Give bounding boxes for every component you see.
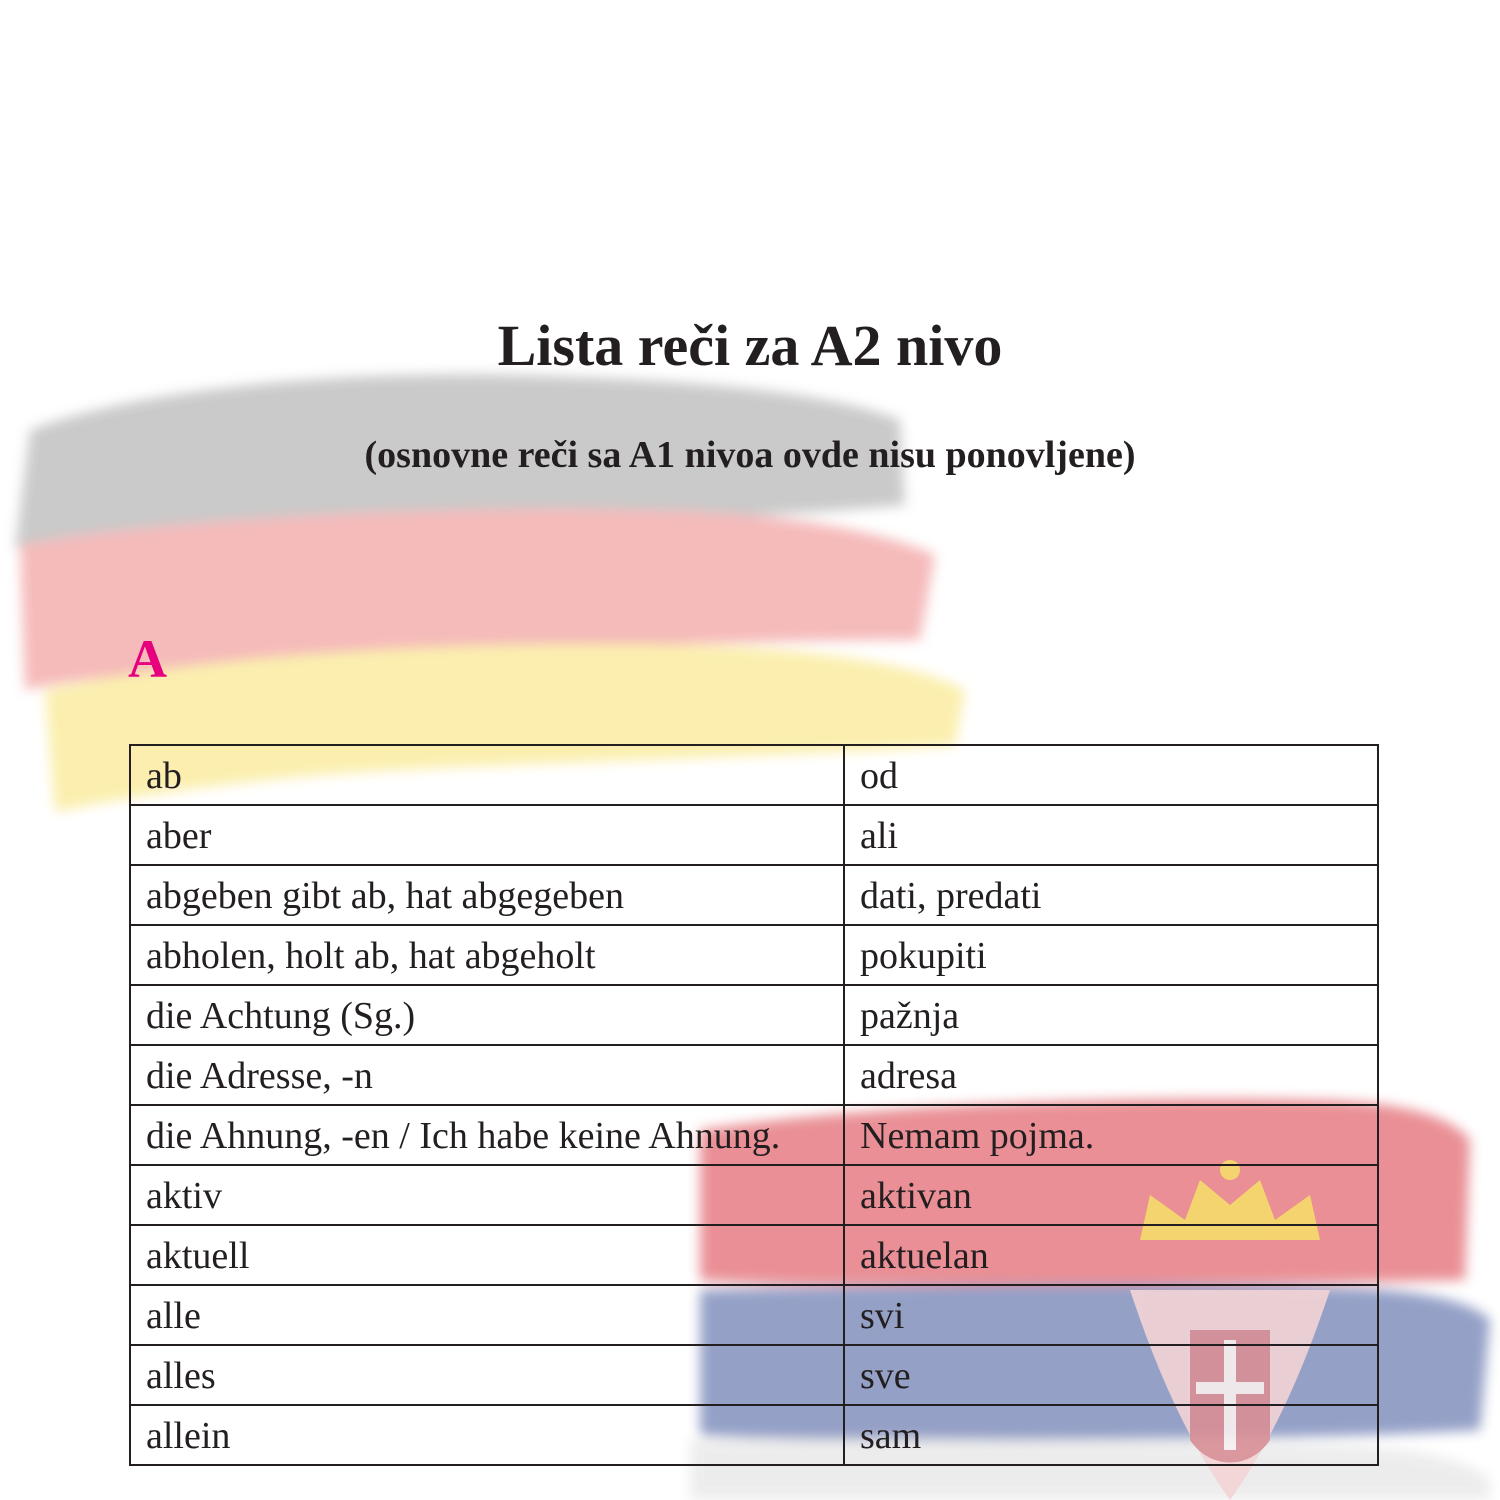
section-letter: A (128, 629, 167, 689)
serbian-translation-cell: sam (844, 1405, 1378, 1465)
table-row (130, 1345, 1378, 1405)
table-row (130, 1405, 1378, 1465)
serbian-translation-cell: pokupiti (844, 925, 1378, 985)
table-row (130, 925, 1378, 985)
table-row (130, 1105, 1378, 1165)
table-row (130, 1045, 1378, 1105)
german-word-cell: die Achtung (Sg.) (130, 985, 844, 1045)
page-subtitle: (osnovne reči sa A1 nivoa ovde nisu ponovljene) (364, 434, 1136, 476)
german-word-cell: abholen, holt ab, hat abgeholt (130, 925, 844, 985)
serbian-translation-cell: Nemam pojma. (844, 1105, 1378, 1165)
german-word-cell: alles (130, 1345, 844, 1405)
serbian-translation-cell: adresa (844, 1045, 1378, 1105)
serbian-translation-cell: aktuelan (844, 1225, 1378, 1285)
serbian-translation-cell: pažnja (844, 985, 1378, 1045)
german-word-cell: aktiv (130, 1165, 844, 1225)
serbian-translation-cell: aktivan (844, 1165, 1378, 1225)
serbian-translation-cell: ali (844, 805, 1378, 865)
german-word-cell: allein (130, 1405, 844, 1465)
table-row (130, 1165, 1378, 1225)
german-word-cell: abgeben gibt ab, hat abgegeben (130, 865, 844, 925)
page-title: Lista reči za A2 nivo (497, 313, 1003, 378)
serbian-translation-cell: dati, predati (844, 865, 1378, 925)
vocabulary-table (129, 744, 1379, 1466)
german-word-cell: die Ahnung, -en / Ich habe keine Ahnung. (130, 1105, 844, 1165)
table-row (130, 1285, 1378, 1345)
german-word-cell: alle (130, 1285, 844, 1345)
german-word-cell: die Adresse, -n (130, 1045, 844, 1105)
serbian-translation-cell: od (844, 745, 1378, 805)
serbian-translation-cell: svi (844, 1285, 1378, 1345)
table-row (130, 1225, 1378, 1285)
serbian-translation-cell: sve (844, 1345, 1378, 1405)
german-word-cell: ab (130, 745, 844, 805)
table-row (130, 865, 1378, 925)
table-row (130, 805, 1378, 865)
german-word-cell: aktuell (130, 1225, 844, 1285)
german-word-cell: aber (130, 805, 844, 865)
table-row (130, 745, 1378, 805)
table-row (130, 985, 1378, 1045)
